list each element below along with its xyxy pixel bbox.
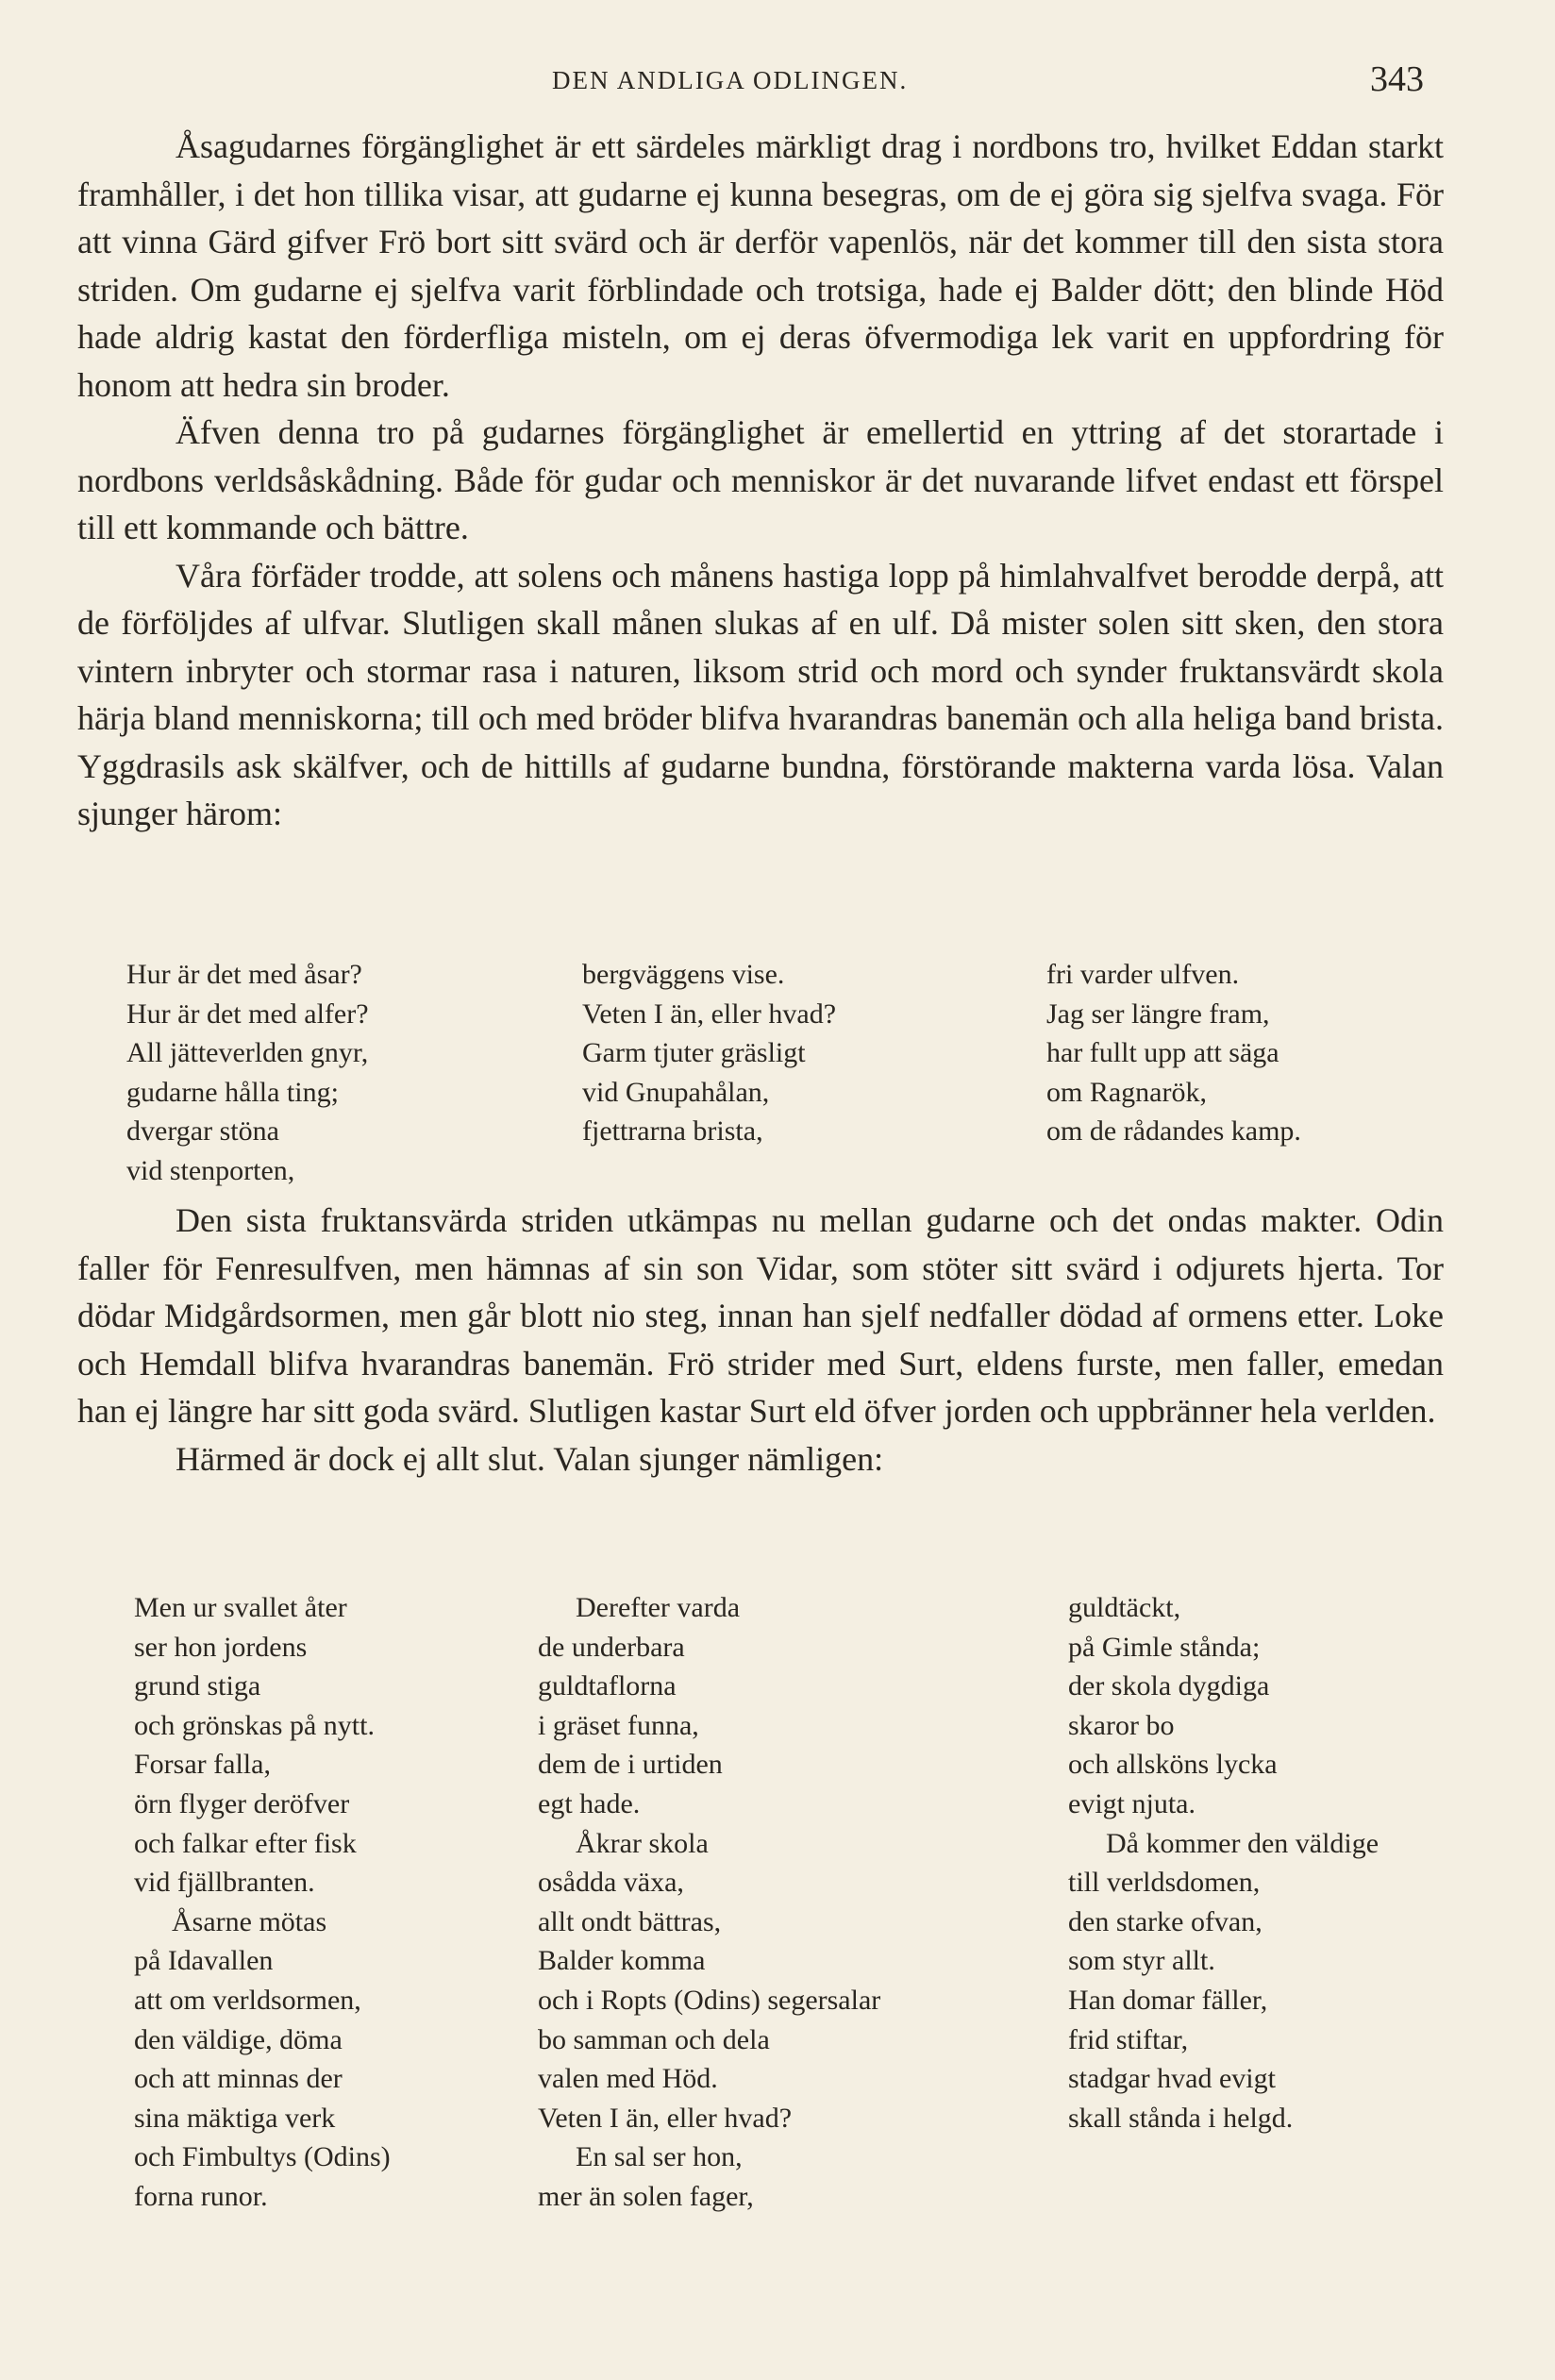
verse-line: ser hon jordens bbox=[134, 1631, 308, 1663]
verse-line: den väldige, döma bbox=[134, 2023, 343, 2055]
verse-line: forna runor. bbox=[134, 2180, 268, 2212]
verse-line: der skola dygdiga bbox=[1068, 1670, 1270, 1702]
verse-line: Hur är det med åsar? bbox=[126, 959, 362, 990]
verse-line: allt ondt bättras, bbox=[538, 1905, 722, 1937]
body-text-section-2 bbox=[77, 1197, 1444, 1483]
verse-line: Han domar fäller, bbox=[1068, 1984, 1268, 2016]
verse-line: Veten I än, eller hvad? bbox=[538, 2102, 793, 2134]
verse-line: valen med Höd. bbox=[538, 2063, 718, 2095]
verse-line: om de rådandes kamp. bbox=[1046, 1115, 1301, 1147]
verse-line: grund stiga bbox=[134, 1670, 261, 1702]
verse-line: skall stånda i helgd. bbox=[1068, 2102, 1294, 2134]
verse-line: Jag ser längre fram, bbox=[1046, 997, 1270, 1030]
verse-line: skaror bo bbox=[1068, 1709, 1175, 1741]
verse-line: vid stenporten, bbox=[126, 1154, 295, 1186]
verse-line: på Idavallen bbox=[134, 1945, 274, 1977]
verse-line: Forsar falla, bbox=[134, 1749, 271, 1781]
paragraph: Härmed är dock ej allt slut. Valan sjunger nämligen: bbox=[176, 1439, 884, 1478]
verse-line: dvergar stöna bbox=[126, 1115, 279, 1147]
verse-line: de underbara bbox=[538, 1631, 685, 1663]
paragraph: Åsagudarnes förgänglighet är ett särdeles märkligt drag i nordbons tro, hvilket Eddan starkt framhåller, i det hon tillika visar, att gudarne ej kunna besegras, om de ej göra sig sjelfva svaga. För att vinna Gärd gifver Frö bort sitt svärd och är derför vapenlös, när det kommer till den sista stora striden. Om gudarne ej sjelfva varit förblindade och trotsiga, hade ej Balder dött; den blinde Höd hade aldrig kastat den förderfliga misteln, om ej deras öfvermodiga lek varit en uppfordring för honom att hedra sin broder. bbox=[77, 127, 1444, 404]
page-header bbox=[0, 59, 1555, 106]
verse-line: på Gimle stånda; bbox=[1068, 1631, 1261, 1663]
verse-line: Men ur svallet åter bbox=[134, 1592, 347, 1623]
verse-line: Veten I än, eller hvad? bbox=[582, 997, 837, 1030]
verse-line: och allsköns lycka bbox=[1068, 1749, 1278, 1781]
verse-line: har fullt upp att säga bbox=[1046, 1037, 1279, 1068]
verse-line: i gräset funna, bbox=[538, 1709, 699, 1741]
verse-line: fjettrarna brista, bbox=[582, 1115, 763, 1147]
verse-line: mer än solen fager, bbox=[538, 2180, 754, 2212]
verse-column-2 bbox=[538, 1588, 880, 2217]
verse-column-2 bbox=[582, 955, 836, 1151]
verse-line: och falkar efter fisk bbox=[134, 1827, 357, 1859]
verse-column-1 bbox=[126, 955, 369, 1190]
verse-line: Garm tjuter gräsligt bbox=[582, 1037, 806, 1068]
body-text-section-1 bbox=[77, 123, 1444, 838]
verse-column-1 bbox=[134, 1588, 391, 2217]
verse-line: att om verldsormen, bbox=[134, 1984, 361, 2016]
verse-line: som styr allt. bbox=[1068, 1945, 1215, 1977]
verse-line: fri varder ulfven. bbox=[1046, 959, 1240, 990]
verse-line: örn flyger deröfver bbox=[134, 1787, 350, 1819]
verse-line: och grönskas på nytt. bbox=[134, 1709, 375, 1741]
page-number: 343 bbox=[1370, 59, 1424, 99]
verse-line: osådda växa, bbox=[538, 1867, 684, 1899]
verse-line: frid stiftar, bbox=[1068, 2023, 1189, 2055]
verse-line: guldtaflorna bbox=[538, 1670, 677, 1702]
verse-line: sina mäktiga verk bbox=[134, 2102, 336, 2134]
verse-line: om Ragnarök, bbox=[1046, 1076, 1207, 1108]
verse-line: vid fjällbranten. bbox=[134, 1867, 315, 1899]
verse-line: stadgar hvad evigt bbox=[1068, 2063, 1276, 2095]
verse-line: evigt njuta. bbox=[1068, 1787, 1196, 1819]
paragraph: Äfven denna tro på gudarnes förgänglighet är emellertid en yttring af det storartade i nordbons verldsåskådning. Både för gudar och menniskor är det nuvarande lifvet endast ett förspel till ett kommande och bättre. bbox=[77, 413, 1444, 546]
verse-line: och Fimbultys (Odins) bbox=[134, 2141, 391, 2173]
paragraph: Den sista fruktansvärda striden utkämpas nu mellan gudarne och det ondas makter. Odin faller för Fenresulfven, men hämnas af sin son Vidar, som stöter sitt svärd i odjurets hjerta. Tor dödar Midgårdsormen, men går blott nio steg, innan han sjelf nedfaller dödad af ormens etter. Loke och Hemdall blifva hvarandras banemän. Frö strider med Surt, eldens furste, men faller, emedan han ej längre har sitt goda svärd. Slutligen kastar Surt eld öfver jorden och uppbränner hela verlden. bbox=[77, 1201, 1444, 1430]
verse-line: guldtäckt, bbox=[1068, 1592, 1181, 1623]
verse-line: En sal ser hon, bbox=[576, 2141, 743, 2173]
verse-line: dem de i urtiden bbox=[538, 1749, 723, 1781]
verse-line: Åkrar skola bbox=[576, 1827, 709, 1859]
verse-line: vid Gnupahålan, bbox=[582, 1076, 770, 1108]
verse-line: och att minnas der bbox=[134, 2063, 343, 2095]
running-title: DEN ANDLIGA ODLINGEN. bbox=[552, 66, 909, 94]
verse-line: Hur är det med alfer? bbox=[126, 997, 369, 1030]
verse-line: Då kommer den väldige bbox=[1106, 1827, 1379, 1859]
verse-line: den starke ofvan, bbox=[1068, 1905, 1262, 1937]
verse-column-3 bbox=[1046, 955, 1301, 1151]
verse-line: All jätteverlden gnyr, bbox=[126, 1037, 369, 1068]
verse-line: gudarne hålla ting; bbox=[126, 1076, 339, 1108]
verse-line: Derefter varda bbox=[576, 1592, 741, 1623]
verse-line: egt hade. bbox=[538, 1787, 641, 1819]
paragraph: Våra förfäder trodde, att solens och månens hastiga lopp på himlahvalfvet berodde derpå, att de förföljdes af ulfvar. Slutligen skall månen slukas af en ulf. Då mister solen sitt sken, den stora vintern inbryter och stormar rasa i naturen, liksom strid och mord och synder fruktansvärdt skola härja bland menniskorna; till och med bröder blifva hvarandras banemän och alla heliga band brista. Yggdrasils ask skälfver, och de hittills af gudarne bundna, förstörande makterna varda lösa. Valan sjunger härom: bbox=[77, 556, 1444, 832]
verse-line: och i Ropts (Odins) segersalar bbox=[538, 1984, 881, 2016]
verse-line: Balder komma bbox=[538, 1945, 706, 1977]
verse-line: bergväggens vise. bbox=[582, 959, 785, 990]
verse-line: till verldsdomen, bbox=[1068, 1867, 1261, 1899]
verse-line: Åsarne mötas bbox=[172, 1905, 327, 1937]
verse-line: bo samman och dela bbox=[538, 2023, 770, 2055]
verse-column-3 bbox=[1068, 1588, 1379, 2137]
